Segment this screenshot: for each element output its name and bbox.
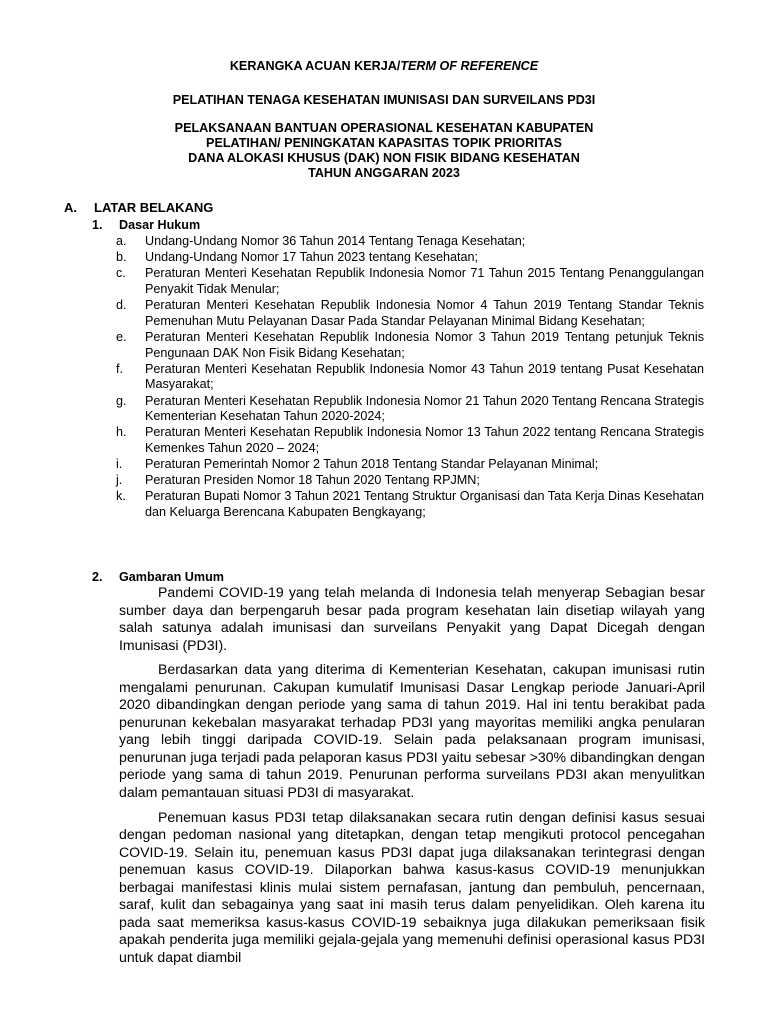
list-item-marker: i. (116, 457, 123, 472)
list-item-text: Peraturan Presiden Nomor 18 Tahun 2020 Tentang RPJMN; (145, 473, 480, 488)
list-item (92, 266, 704, 297)
list-item (92, 473, 704, 489)
legal-basis-list (92, 234, 704, 521)
paragraph: Penemuan kasus PD3I tetap dilaksanakan secara rutin dengan definisi kasus sesuai dengan pedoman nasional yang ditetapkan, dengan tetap mengikuti protocol pencegahan COVID-19. Selain itu, penemuan kasus PD3I dapat juga dilaksanakan terintegrasi dengan penemuan kasus COVID-19. Dilaporkan bahwa kasus-kasus COVID-19 menunjukkan berbagai manifestasi klinis mulai sistem pernafasan, jantung dan pembuluh, pencernaan, saraf, kulit dan sebagainya yang saat ini masih terus dalam penyelidikan. Oleh karena itu pada saat memeriksa kasus-kasus COVID-19 sebaiknya juga dilakukan pemeriksaan fisik apakah penderita juga memiliki gejala-gejala yang memenuhi definisi operasional kasus PD3I untuk dapat diambil (119, 808, 705, 965)
list-item (92, 489, 704, 520)
list-item-text: Peraturan Menteri Kesehatan Republik Indonesia Nomor 4 Tahun 2019 Tentang Standar Teknis Pemenuhan Mutu Pelayanan Dasar Pada Standar Pelayanan Minimal Bidang Kesehatan; (145, 298, 704, 328)
section-a-marker: A. (64, 200, 77, 215)
list-item (92, 362, 704, 393)
list-item-marker: h. (116, 425, 127, 440)
list-item-text: Undang-Undang Nomor 36 Tahun 2014 Tentang Tenaga Kesehatan; (145, 234, 526, 248)
list-item-marker: f. (116, 361, 123, 376)
list-item (92, 457, 704, 473)
list-item-text: Peraturan Menteri Kesehatan Republik Indonesia Nomor 21 Tahun 2020 Tentang Rencana Strategis Kementerian Kesehatan Tahun 2020-2024; (145, 393, 704, 424)
paragraph: Berdasarkan data yang diterima di Kementerian Kesehatan, cakupan imunisasi rutin mengalami penurunan. Cakupan kumulatif Imunisasi Dasar Lengkap periode Januari-April 2020 dibandingkan dengan periode yang sama di tahun 2019. Hal ini tentu berakibat pada penurunan kekebalan masyarakat terhadap PD3I yang mayoritas memiliki angka penularan yang lebih tinggi daripada COVID-19. Selain pada pelaksanaan program imunisasi, penurunan juga terjadi pada pelaporan kasus PD3I yaitu sebesar >30% dibandingkan dengan periode yang sama di tahun 2019. Penurunan performa surveilans PD3I akan menyulitkan dalam pemantauan situasi PD3I di masyarakat. (119, 661, 705, 801)
subsection-1-title: Dasar Hukum (119, 218, 201, 232)
subsection-2-heading (92, 570, 224, 585)
program-title-line: PELATIHAN/ PENINGKATAN KAPASITAS TOPIK PRIORITAS (206, 136, 562, 150)
section-a-heading (64, 200, 213, 216)
list-item (92, 394, 704, 425)
program-title-line: TAHUN ANGGARAN 2023 (308, 166, 460, 180)
list-item-marker: a. (116, 234, 127, 248)
training-title: PELATIHAN TENAGA KESEHATAN IMUNISASI DAN SURVEILANS PD3I (172, 93, 596, 107)
list-item-text: Undang-Undang Nomor 17 Tahun 2023 tentang Kesehatan; (145, 250, 479, 265)
overview-body (119, 584, 705, 973)
section-a-title: LATAR BELAKANG (94, 200, 214, 215)
tor-title-prefix: KERANGKA ACUAN KERJA/ (229, 59, 401, 73)
list-item-marker: c. (116, 266, 126, 281)
list-item (92, 330, 704, 361)
subsection-2-title: Gambaran Umum (119, 570, 224, 584)
program-title-line: PELAKSANAAN BANTUAN OPERASIONAL KESEHATAN KABUPATEN (174, 121, 594, 135)
tor-title (0, 59, 768, 74)
list-item (92, 298, 704, 329)
list-item-text: Peraturan Menteri Kesehatan Republik Indonesia Nomor 3 Tahun 2019 Tentang petunjuk Teknis Pengunaan DAK Non Fisik Bidang Kesehatan; (145, 329, 704, 360)
list-item-text: Peraturan Menteri Kesehatan Republik Indonesia Nomor 13 Tahun 2022 tentang Rencana Strategis Kemenkes Tahun 2020 – 2024; (145, 425, 704, 455)
list-item-marker: j. (116, 473, 123, 488)
subsection-1-heading (92, 218, 200, 233)
list-item-marker: b. (116, 250, 127, 265)
list-item-marker: g. (116, 393, 127, 408)
subsection-1-marker: 1. (92, 218, 103, 232)
list-item-marker: d. (116, 298, 127, 313)
subsection-2-marker: 2. (92, 570, 103, 584)
tor-title-suffix: TERM OF REFERENCE (400, 59, 539, 73)
list-item-text: Peraturan Pemerintah Nomor 2 Tahun 2018 Tentang Standar Pelayanan Minimal; (145, 457, 599, 472)
list-item (92, 250, 704, 266)
list-item-text: Peraturan Bupati Nomor 3 Tahun 2021 Tentang Struktur Organisasi dan Tata Kerja Dinas Kesehatan dan Keluarga Berencana Kabupaten Bengkayang; (145, 489, 704, 520)
list-item-text: Peraturan Menteri Kesehatan Republik Indonesia Nomor 43 Tahun 2019 tentang Pusat Kesehatan Masyarakat; (145, 361, 704, 392)
list-item-marker: e. (116, 329, 127, 344)
list-item (92, 234, 704, 250)
list-item (92, 425, 704, 456)
list-item-text: Peraturan Menteri Kesehatan Republik Indonesia Nomor 71 Tahun 2015 Tentang Penanggulangan Penyakit Tidak Menular; (145, 266, 704, 296)
program-title-line: DANA ALOKASI KHUSUS (DAK) NON FISIK BIDANG KESEHATAN (188, 151, 580, 165)
list-item-marker: k. (116, 489, 126, 504)
paragraph: Pandemi COVID-19 yang telah melanda di Indonesia telah menyerap Sebagian besar sumber daya dan berpengaruh besar pada program kesehatan lain disetiap wilayah yang salah satunya adalah imunisasi dan surveilans Penyakit yang Dapat Dicegah dengan Imunisasi (PD3I). (119, 584, 705, 653)
